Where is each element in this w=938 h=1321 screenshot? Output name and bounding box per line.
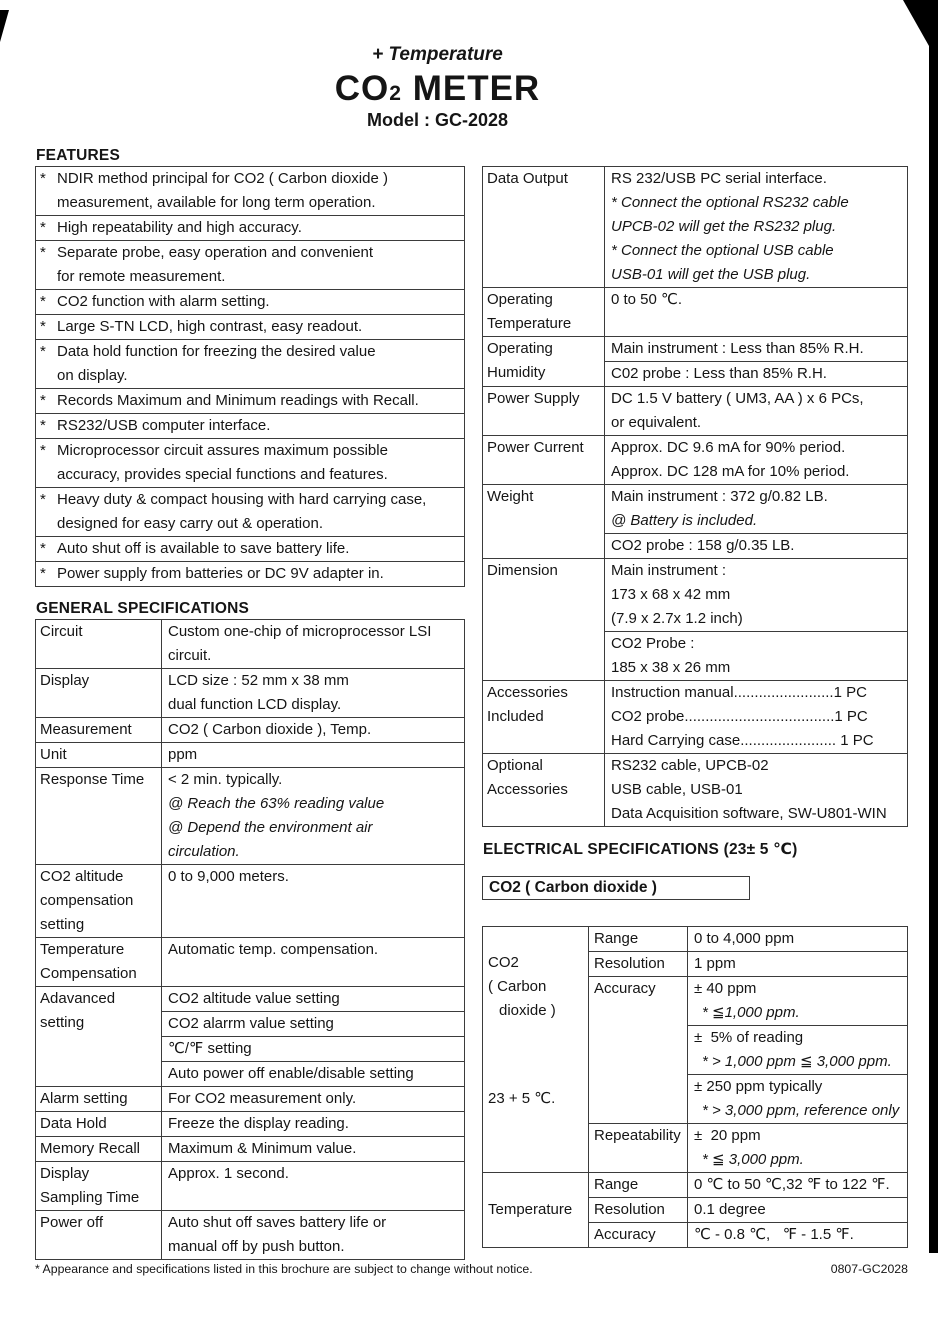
row-unit xyxy=(36,743,464,768)
label-line: Circuit xyxy=(40,623,83,640)
text-line: Heavy duty & compact housing with hard carrying case, xyxy=(57,491,427,508)
param-cell xyxy=(589,952,688,976)
feature-text xyxy=(57,488,464,536)
accuracy-band xyxy=(688,977,907,1026)
row-co2-resolution xyxy=(589,952,907,977)
row-operating-temperature xyxy=(483,288,907,337)
feature-text xyxy=(57,315,464,339)
label-line: Accessories xyxy=(487,781,568,798)
row-power-supply xyxy=(483,387,907,436)
spec-value xyxy=(605,754,907,826)
value-line: 1 ppm xyxy=(694,955,736,972)
side-line: ( Carbon xyxy=(488,978,547,995)
feature-row xyxy=(36,414,464,439)
value-line: ppm xyxy=(168,746,198,763)
param-line: Range xyxy=(594,930,639,947)
scan-corner-top-right xyxy=(903,0,929,46)
label-line: Data Hold xyxy=(40,1115,107,1132)
right-spec-table xyxy=(482,166,908,827)
value-line: Freeze the display reading. xyxy=(168,1115,349,1132)
spec-label xyxy=(36,669,162,717)
label-line: Operating xyxy=(487,291,553,308)
value-line: ℃/℉ setting xyxy=(162,1037,464,1062)
param-cell xyxy=(589,1198,688,1222)
page-footer xyxy=(35,1262,908,1276)
side-note: 23 + 5 ℃. xyxy=(488,1090,556,1107)
feature-row xyxy=(36,216,464,241)
text-line: RS232/USB computer interface. xyxy=(57,417,271,434)
co2-group xyxy=(483,927,907,1173)
param-cell xyxy=(589,1124,688,1172)
row-power-current xyxy=(483,436,907,485)
feature-text xyxy=(57,241,464,289)
features-heading: FEATURES xyxy=(36,147,120,164)
spec-label xyxy=(483,436,605,484)
label-line: Dimension xyxy=(487,562,558,579)
value-line: @ Reach the 63% reading value xyxy=(168,795,385,812)
text-line: NDIR method principal for CO2 ( Carbon dioxide ) xyxy=(57,170,388,187)
spec-label xyxy=(36,987,162,1086)
scan-corner-top-left xyxy=(0,10,9,42)
text-line: for remote measurement. xyxy=(57,268,226,285)
row-advanced-setting xyxy=(36,987,464,1087)
value-line: ± 20 ppm xyxy=(694,1127,761,1144)
spec-label xyxy=(36,1087,162,1111)
spec-value xyxy=(605,681,907,753)
value-line: 0.1 degree xyxy=(694,1201,766,1218)
row-co2-repeatability xyxy=(589,1124,907,1172)
feature-row xyxy=(36,340,464,389)
value-line: Main instrument : 372 g/0.82 LB. xyxy=(611,488,828,505)
label-line: Temperature xyxy=(487,315,572,332)
value-line: @ Depend the environment air xyxy=(168,819,373,836)
value-cell xyxy=(688,1124,907,1172)
label-line: Power off xyxy=(40,1214,104,1231)
value-line: Maximum & Minimum value. xyxy=(168,1140,357,1157)
feature-text xyxy=(57,290,464,314)
product-title-prefix: CO xyxy=(334,69,390,108)
value-line: Automatic temp. compensation. xyxy=(168,941,379,958)
row-temp-accuracy xyxy=(589,1223,907,1247)
value-cell xyxy=(688,977,907,1123)
value-line: CO2 altitude value setting xyxy=(162,987,464,1012)
param-line: Resolution xyxy=(594,1201,665,1218)
feature-row xyxy=(36,439,464,488)
spec-label xyxy=(36,718,162,742)
text-line: Data hold function for freezing the desired value xyxy=(57,343,376,360)
feature-text xyxy=(57,167,464,215)
label-line: Response Time xyxy=(40,771,145,788)
value-line: RS232 cable, UPCB-02 xyxy=(611,757,769,774)
value-cell xyxy=(688,1223,907,1247)
param-line: Accuracy xyxy=(594,980,656,997)
label-line: Display xyxy=(40,672,90,689)
value-line: (7.9 x 2.7x 1.2 inch) xyxy=(605,607,907,632)
feature-row xyxy=(36,290,464,315)
text-line: Records Maximum and Minimum readings with Recall. xyxy=(57,392,419,409)
row-alarm-setting xyxy=(36,1087,464,1112)
value-cell xyxy=(688,952,907,976)
value-line: * ≦ 3,000 ppm. xyxy=(702,1151,804,1168)
text-line: Microprocessor circuit assures maximum possible xyxy=(57,442,388,459)
product-title-suffix: METER xyxy=(401,69,541,108)
label-line: Adavanced xyxy=(40,990,116,1007)
spec-value xyxy=(162,620,464,668)
page-subtitle: + Temperature xyxy=(372,44,503,65)
value-line: CO2 ( Carbon dioxide ), Temp. xyxy=(168,721,372,738)
value-line: CO2 Probe : xyxy=(611,635,695,652)
feature-row xyxy=(36,241,464,290)
spec-label xyxy=(483,485,605,558)
accuracy-band xyxy=(688,1075,907,1123)
value-line: or equivalent. xyxy=(611,414,702,431)
value-line: 0 to 4,000 ppm xyxy=(694,930,795,947)
feature-bullet: * xyxy=(40,540,46,557)
feature-bullet: * xyxy=(40,565,46,582)
param-cell xyxy=(589,1223,688,1247)
value-line: * Connect the optional RS232 cable xyxy=(611,194,849,211)
value-line: 0 to 50 ℃. xyxy=(611,291,683,308)
row-operating-humidity xyxy=(483,337,907,387)
feature-text xyxy=(57,562,464,586)
spec-value xyxy=(162,938,464,986)
value-line: CO2 alarrm value setting xyxy=(162,1012,464,1037)
label-line: Temperature xyxy=(40,941,125,958)
value-line: 0 ℃ to 50 ℃,32 ℉ to 122 ℉. xyxy=(694,1176,890,1193)
spec-label xyxy=(36,743,162,767)
value-line: LCD size : 52 mm x 38 mm xyxy=(168,672,349,689)
value-cell xyxy=(688,1198,907,1222)
value-line: USB cable, USB-01 xyxy=(611,781,743,798)
row-measurement xyxy=(36,718,464,743)
row-accessories-included xyxy=(483,681,907,754)
spec-value xyxy=(162,743,464,767)
feature-text xyxy=(57,439,464,487)
feature-row xyxy=(36,389,464,414)
value-line: DC 1.5 V battery ( UM3, AA ) x 6 PCs, xyxy=(611,390,864,407)
label-line: Optional xyxy=(487,757,543,774)
row-temperature-compensation xyxy=(36,938,464,987)
row-co2-range xyxy=(589,927,907,952)
general-heading: GENERAL SPECIFICATIONS xyxy=(36,600,250,617)
spec-label xyxy=(36,938,162,986)
features-table xyxy=(35,166,465,587)
spec-value xyxy=(162,1137,464,1161)
value-line: dual function LCD display. xyxy=(168,696,342,713)
feature-row xyxy=(36,167,464,216)
value-line: Instruction manual........................1 PC xyxy=(611,684,867,701)
spec-value xyxy=(162,718,464,742)
spec-label xyxy=(483,387,605,435)
product-title-subscript: 2 xyxy=(389,82,402,105)
value-line: ℃ - 0.8 ℃, ℉ - 1.5 ℉. xyxy=(694,1226,854,1243)
label-line: Humidity xyxy=(487,364,546,381)
spec-value xyxy=(162,1162,464,1210)
spec-value xyxy=(605,559,907,680)
spec-label xyxy=(483,754,605,826)
value-line: Approx. DC 9.6 mA for 90% period. xyxy=(611,439,846,456)
spec-value xyxy=(162,865,464,937)
value-line: Hard Carrying case....................... 1 PC xyxy=(611,732,874,749)
value-line: USB-01 will get the USB plug. xyxy=(611,266,811,283)
value-line: circuit. xyxy=(168,647,212,664)
value-line: * > 1,000 ppm ≦ 3,000 ppm. xyxy=(702,1053,892,1070)
temperature-rows xyxy=(589,1173,907,1247)
value-line: For CO2 measurement only. xyxy=(168,1090,357,1107)
spec-label xyxy=(36,1137,162,1161)
value-line: ± 5% of reading xyxy=(694,1029,804,1046)
row-temp-resolution xyxy=(589,1198,907,1223)
label-line: Sampling Time xyxy=(40,1189,140,1206)
left-column xyxy=(35,147,465,1260)
value-line: 173 x 68 x 42 mm xyxy=(611,586,731,603)
co2-section-label: CO2 ( Carbon dioxide ) xyxy=(482,876,750,900)
text-line: Power supply from batteries or DC 9V adapter in. xyxy=(57,565,384,582)
label-line: Weight xyxy=(487,488,534,505)
feature-row xyxy=(36,488,464,537)
value-line: ± 250 ppm typically xyxy=(694,1078,823,1095)
spec-label xyxy=(483,681,605,753)
feature-bullet: * xyxy=(40,491,46,508)
text-line: designed for easy carry out & operation. xyxy=(57,515,323,532)
row-weight xyxy=(483,485,907,559)
label-line: Unit xyxy=(40,746,67,763)
label-line: Power Current xyxy=(487,439,584,456)
row-power-off xyxy=(36,1211,464,1259)
feature-text xyxy=(57,389,464,413)
spec-value xyxy=(162,987,464,1086)
feature-bullet: * xyxy=(40,392,46,409)
label-line: Included xyxy=(487,708,544,725)
value-line: RS 232/USB PC serial interface. xyxy=(611,170,827,187)
spec-value xyxy=(162,1087,464,1111)
label-line: CO2 altitude xyxy=(40,868,124,885)
row-co2-altitude-compensation xyxy=(36,865,464,938)
value-line: Data Acquisition software, SW-U801-WIN xyxy=(611,805,887,822)
value-line: Custom one-chip of microprocessor LSI xyxy=(168,623,432,640)
param-line: Resolution xyxy=(594,955,665,972)
temperature-side-cell xyxy=(483,1173,589,1247)
feature-row xyxy=(36,562,464,586)
text-line: Auto shut off is available to save battery life. xyxy=(57,540,350,557)
scan-edge-right xyxy=(929,0,938,1253)
text-line: High repeatability and high accuracy. xyxy=(57,219,302,236)
value-line: * > 3,000 ppm, reference only xyxy=(702,1102,900,1119)
value-line: * Connect the optional USB cable xyxy=(611,242,834,259)
label-line: compensation xyxy=(40,892,134,909)
text-line: measurement, available for long term operation. xyxy=(57,194,376,211)
spec-value xyxy=(605,167,907,287)
spec-value xyxy=(605,387,907,435)
feature-text xyxy=(57,537,464,561)
spec-value xyxy=(162,669,464,717)
footer-code: 0807-GC2028 xyxy=(830,1262,908,1276)
spec-value xyxy=(162,1211,464,1259)
value-line: @ Battery is included. xyxy=(605,509,907,534)
product-title xyxy=(0,69,875,109)
label-line: Measurement xyxy=(40,721,132,738)
feature-text xyxy=(57,414,464,438)
side-line: Temperature xyxy=(488,1201,573,1218)
value-line: Main instrument : Less than 85% R.H. xyxy=(605,337,907,362)
text-line: on display. xyxy=(57,367,128,384)
feature-row xyxy=(36,315,464,340)
temperature-group xyxy=(483,1173,907,1247)
feature-bullet: * xyxy=(40,293,46,310)
param-line: Repeatability xyxy=(594,1127,681,1144)
param-cell xyxy=(589,1173,688,1197)
text-line: Separate probe, easy operation and convenient xyxy=(57,244,374,261)
spec-value xyxy=(605,288,907,336)
value-line: CO2 probe....................................1 PC xyxy=(611,708,868,725)
row-display-sampling-time xyxy=(36,1162,464,1211)
value-line: Main instrument : xyxy=(611,562,727,579)
value-cell xyxy=(688,927,907,951)
label-line: Alarm setting xyxy=(40,1090,128,1107)
value-line: Approx. DC 128 mA for 10% period. xyxy=(611,463,850,480)
label-line: Memory Recall xyxy=(40,1140,141,1157)
row-circuit xyxy=(36,620,464,669)
feature-text xyxy=(57,216,464,240)
footer-note: * Appearance and specifications listed in this brochure are subject to change without notice. xyxy=(35,1262,533,1276)
text-line: Large S-TN LCD, high contrast, easy readout. xyxy=(57,318,363,335)
title-block xyxy=(0,44,875,131)
value-cell xyxy=(688,1173,907,1197)
feature-bullet: * xyxy=(40,244,46,261)
label-line: Compensation xyxy=(40,965,137,982)
text-line: CO2 function with alarm setting. xyxy=(57,293,270,310)
spec-label xyxy=(36,1112,162,1136)
general-table xyxy=(35,619,465,1260)
value-line: Auto power off enable/disable setting xyxy=(168,1065,414,1082)
spec-label xyxy=(483,288,605,336)
param-cell xyxy=(589,927,688,951)
co2-side-cell xyxy=(483,927,589,1172)
feature-row xyxy=(36,537,464,562)
row-dimension xyxy=(483,559,907,681)
feature-bullet: * xyxy=(40,170,46,187)
value-line: * ≦1,000 ppm. xyxy=(702,1004,800,1021)
label-line: Data Output xyxy=(487,170,568,187)
spec-label xyxy=(36,865,162,937)
feature-bullet: * xyxy=(40,442,46,459)
row-optional-accessories xyxy=(483,754,907,826)
feature-bullet: * xyxy=(40,219,46,236)
electrical-heading: ELECTRICAL SPECIFICATIONS (23± 5 ℃) xyxy=(483,841,798,858)
spec-value xyxy=(605,485,907,558)
spec-value xyxy=(162,1112,464,1136)
row-response-time xyxy=(36,768,464,865)
right-column xyxy=(482,147,908,1248)
spec-value xyxy=(162,768,464,864)
value-line: 185 x 38 x 26 mm xyxy=(611,659,731,676)
value-line: Approx. 1 second. xyxy=(168,1165,289,1182)
spec-label xyxy=(36,620,162,668)
value-line: circulation. xyxy=(168,843,240,860)
spec-label xyxy=(36,1211,162,1259)
text-line: accuracy, provides special functions and features. xyxy=(57,466,388,483)
row-temp-range xyxy=(589,1173,907,1198)
value-line: < 2 min. typically. xyxy=(168,771,283,788)
feature-text xyxy=(57,340,464,388)
row-data-output xyxy=(483,167,907,288)
param-cell xyxy=(589,977,688,1123)
feature-bullet: * xyxy=(40,417,46,434)
spec-label xyxy=(483,337,605,386)
spec-label xyxy=(483,167,605,287)
label-line: Power Supply xyxy=(487,390,580,407)
spec-value xyxy=(605,436,907,484)
value-line: UPCB-02 will get the RS232 plug. xyxy=(611,218,837,235)
label-line: Display xyxy=(40,1165,90,1182)
value-line: manual off by push button. xyxy=(168,1238,345,1255)
label-line: Operating xyxy=(487,340,553,357)
value-line: C02 probe : Less than 85% R.H. xyxy=(611,365,827,382)
param-line: Accuracy xyxy=(594,1226,656,1243)
row-display xyxy=(36,669,464,718)
spec-label xyxy=(36,768,162,864)
row-co2-accuracy xyxy=(589,977,907,1124)
param-line: Range xyxy=(594,1176,639,1193)
row-data-hold xyxy=(36,1112,464,1137)
side-line: dioxide ) xyxy=(499,1002,556,1019)
spec-label xyxy=(36,1162,162,1210)
co2-rows xyxy=(589,927,907,1172)
model-number: Model : GC-2028 xyxy=(366,110,509,130)
feature-bullet: * xyxy=(40,318,46,335)
electrical-table xyxy=(482,926,908,1248)
label-line: Accessories xyxy=(487,684,568,701)
feature-bullet: * xyxy=(40,343,46,360)
value-line: Auto shut off saves battery life or xyxy=(168,1214,387,1231)
value-line: ± 40 ppm xyxy=(694,980,757,997)
label-line: setting xyxy=(40,916,85,933)
row-memory-recall xyxy=(36,1137,464,1162)
spec-value xyxy=(605,337,907,386)
value-line: 0 to 9,000 meters. xyxy=(168,868,289,885)
label-line: setting xyxy=(40,1014,85,1031)
value-line: CO2 probe : 158 g/0.35 LB. xyxy=(611,537,795,554)
side-line: CO2 xyxy=(488,954,519,971)
accuracy-band xyxy=(688,1026,907,1075)
spec-label xyxy=(483,559,605,680)
